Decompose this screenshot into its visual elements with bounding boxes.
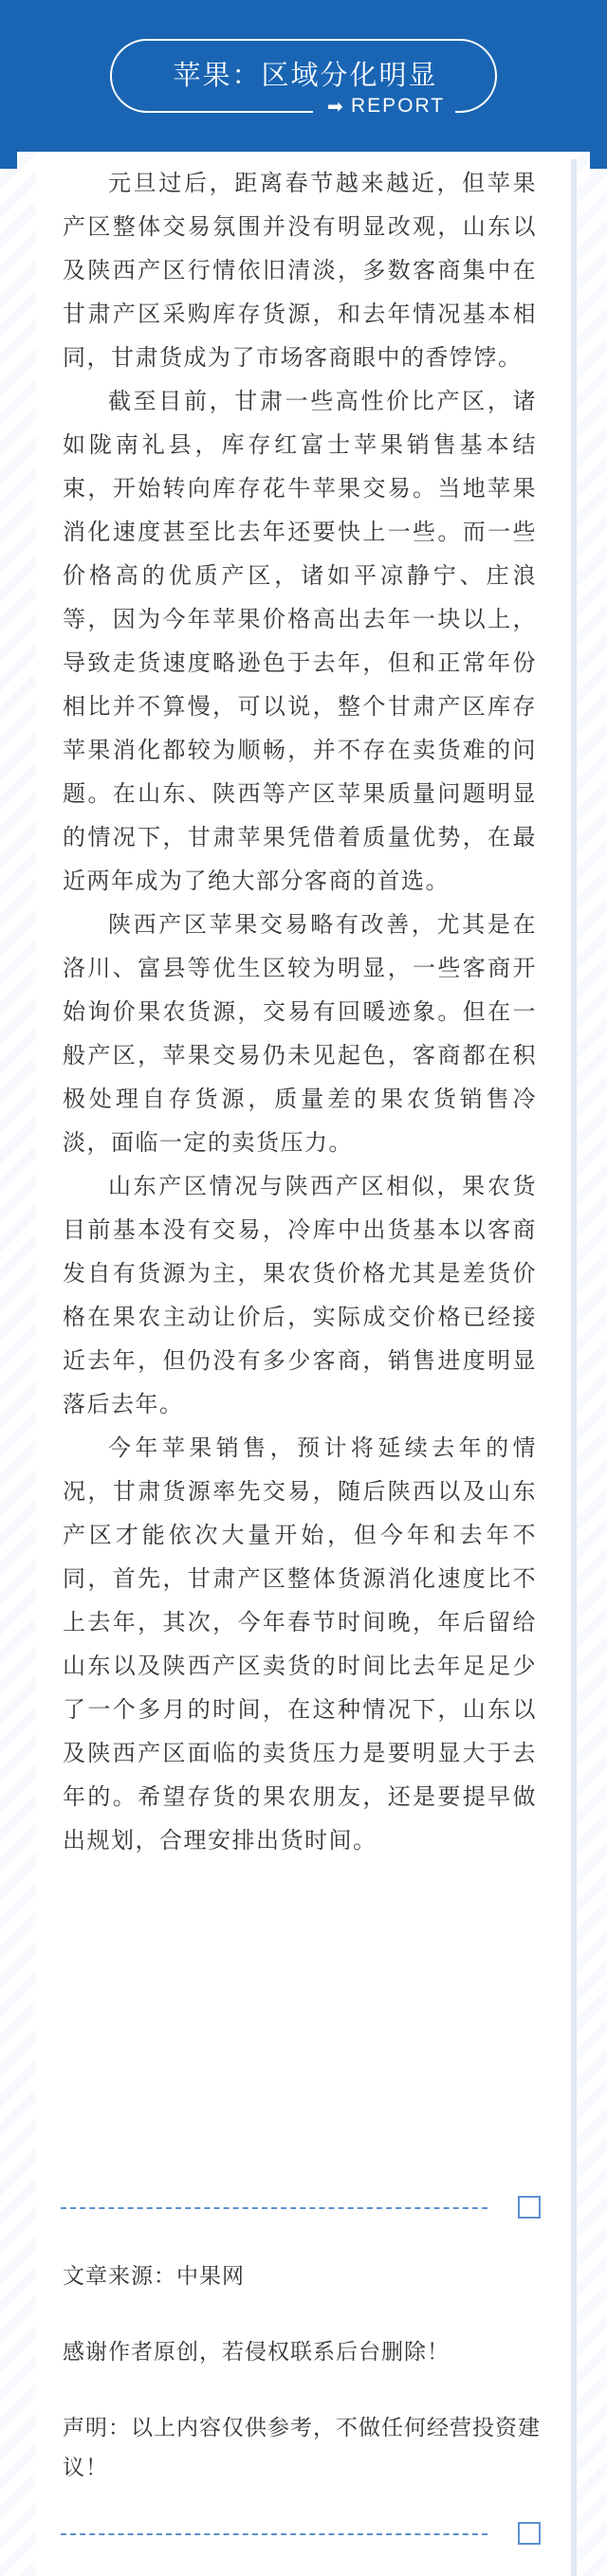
dashed-divider bbox=[61, 2533, 487, 2535]
paragraph: 陕西产区苹果交易略有改善，尤其是在洛川、富县等优生区较为明显，一些客商开始询价果农货源，交易有回暖迹象。但在一般产区，苹果交易仍未见起色，客商都在积极处理自存货源，质量差的果农货销售冷淡，面临一定的卖货压力。 bbox=[63, 911, 537, 1156]
page-title: 苹果：区域分化明显 bbox=[173, 59, 438, 91]
header-right-edge bbox=[590, 0, 607, 169]
paragraph: 元旦过后，距离春节越来越近，但苹果产区整体交易氛围并没有明显改观，山东以及陕西产区行情依旧清淡，多数客商集中在甘肃产区采购库存货源，和去年情况基本相同，甘肃货成为了市场客商眼中的香饽饽。 bbox=[63, 170, 537, 371]
paragraph: 截至目前，甘肃一些高性价比产区，诸如陇南礼县，库存红富士苹果销售基本结束，开始转向库存花牛苹果交易。当地苹果消化速度甚至比去年还要快上一些。而一些价格高的优质产区，诸如平凉静宁、庄浪等，因为今年苹果价格高出去年一块以上，导致走货速度略逊色于去年，但和正常年份相比并不算慢，可以说，整个甘肃产区库存苹果消化都较为顺畅，并不存在卖货难的问题。在山东、陕西等产区苹果质量问题明显的情况下，甘肃苹果凭借着质量优势，在最近两年成为了绝大部分客商的首选。 bbox=[63, 388, 537, 894]
card-shadow bbox=[571, 159, 577, 2576]
paragraph: 今年苹果销售，预计将延续去年的情况，甘肃货源率先交易，随后陕西以及山东产区才能依次大量开始，但今年和去年不同，首先，甘肃产区整体货源消化速度比不上去年，其次，今年春节时间晚，年后留给山东以及陕西产区卖货的时间比去年足足少了一个多月的时间，在这种情况下，山东以及陕西产区面临的卖货压力是要明显大于去年的。希望存货的果农朋友，还是要提早做出规划，合理安排出货时间。 bbox=[63, 1434, 537, 1854]
disclaimer-line: 声明：以上内容仅供参考，不做任何经营投资建议！ bbox=[63, 2416, 541, 2480]
square-icon bbox=[518, 2522, 541, 2545]
article-body bbox=[63, 161, 537, 1862]
header-left-edge bbox=[0, 0, 17, 169]
square-icon bbox=[518, 2196, 541, 2219]
report-label: REPORT bbox=[351, 95, 446, 117]
arrow-right-icon: ➡ bbox=[327, 95, 343, 118]
source-line: 文章来源：中果网 bbox=[63, 2264, 245, 2289]
paragraph: 山东产区情况与陕西产区相似，果农货目前基本没有交易，冷库中出货基本以客商发自有货源为主，果农货价格尤其是差货价格在果农主动让价后，实际成交价格已经接近去年，但仍没有多少客商，销售进度明显落后去年。 bbox=[63, 1173, 537, 1417]
thanks-line: 感谢作者原创，若侵权联系后台删除！ bbox=[63, 2340, 450, 2365]
dashed-divider bbox=[61, 2207, 487, 2209]
